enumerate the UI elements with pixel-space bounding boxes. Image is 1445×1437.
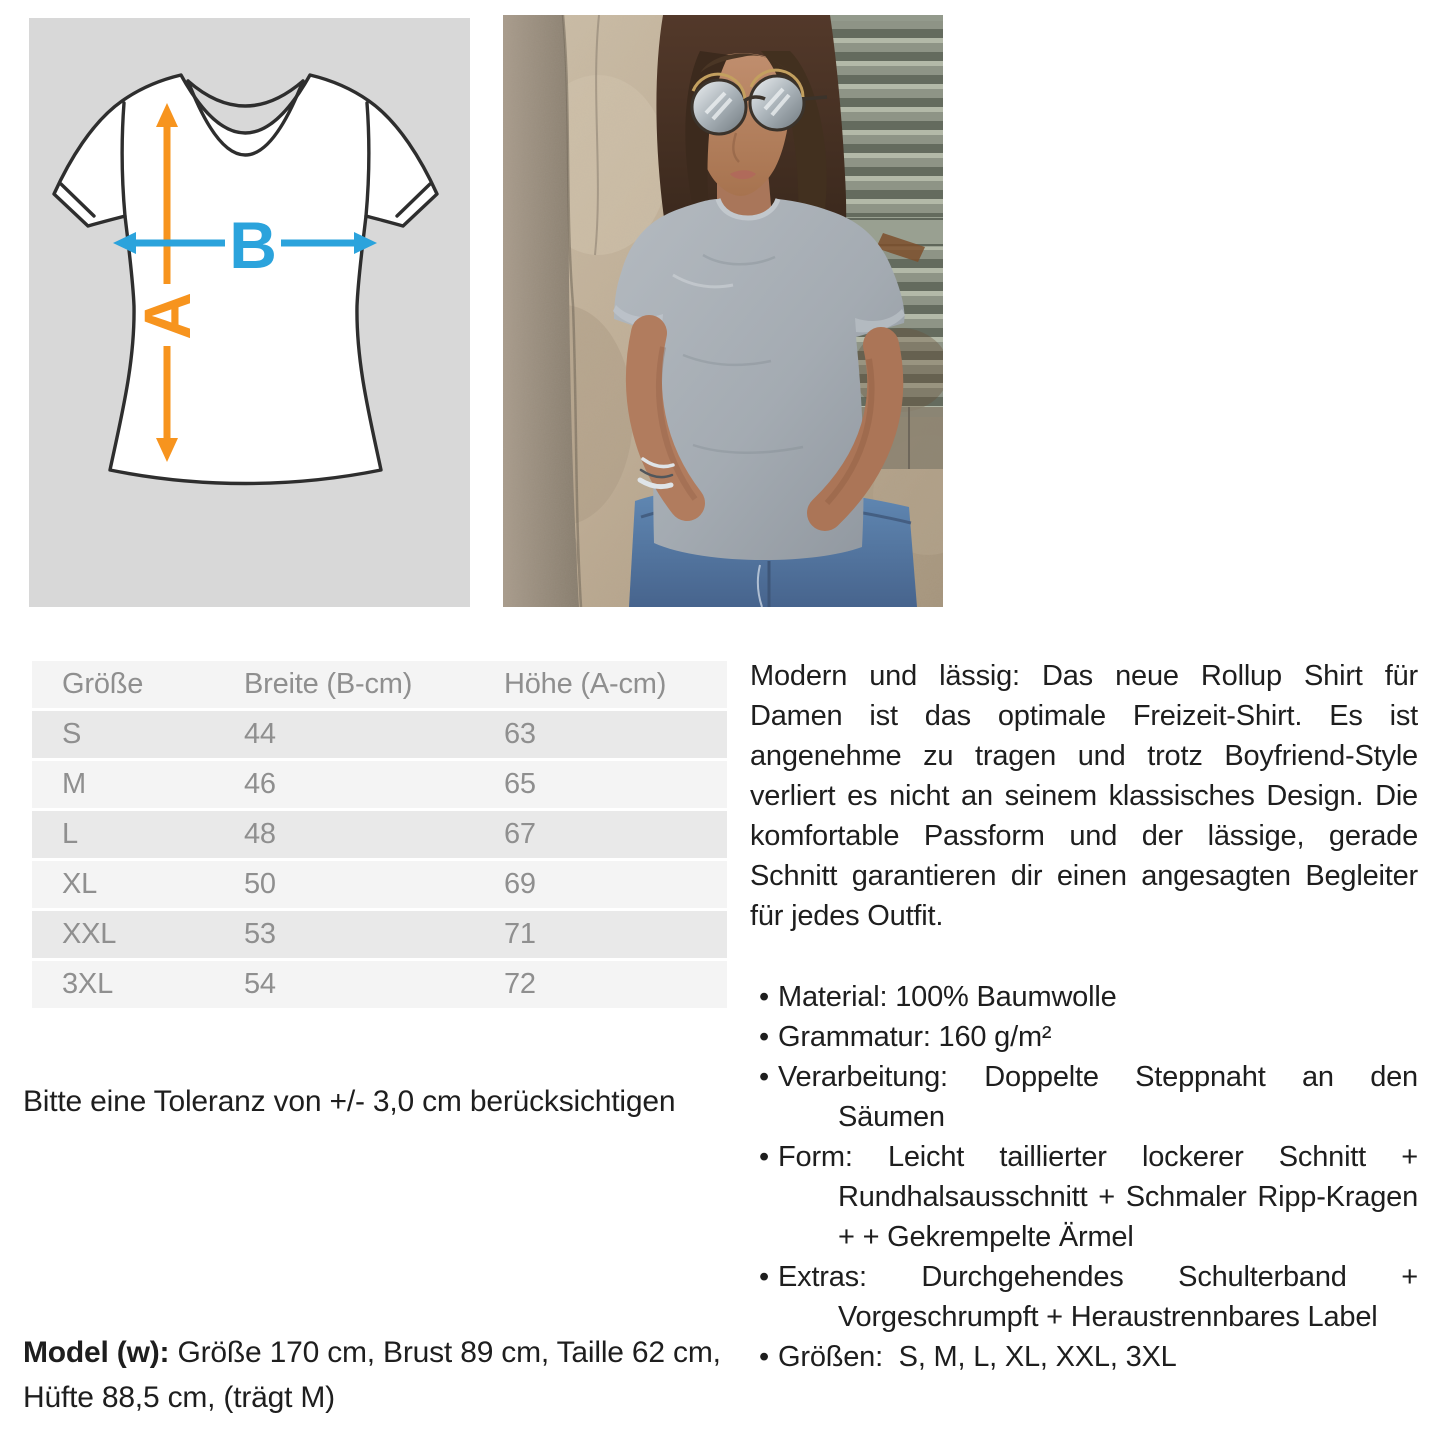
size-table-cell: 50 bbox=[244, 861, 504, 908]
size-table bbox=[32, 658, 727, 1011]
size-table-cell: S bbox=[32, 711, 244, 758]
size-table-cell: 63 bbox=[504, 711, 727, 758]
feature-item: • Grammatur: 160 g/m² bbox=[750, 1017, 1418, 1057]
feature-item: • Größen: S, M, L, XL, XXL, 3XL bbox=[750, 1337, 1418, 1377]
size-table-cell: 3XL bbox=[32, 961, 244, 1008]
size-table-row bbox=[32, 811, 727, 858]
size-table-row bbox=[32, 711, 727, 758]
size-table-cell: XL bbox=[32, 861, 244, 908]
model-photo bbox=[503, 15, 943, 607]
size-table-body bbox=[32, 711, 727, 1008]
size-table-cell: 53 bbox=[244, 911, 504, 958]
feature-item: • Form: Leicht taillierter lockerer Schnitt + Rundhalsausschnitt + Schmaler Ripp-Kragen + + Gekrempelte Ärmel bbox=[750, 1137, 1418, 1257]
size-table-row bbox=[32, 861, 727, 908]
tshirt-measurement-diagram bbox=[29, 18, 470, 607]
model-measurements-note bbox=[23, 1330, 735, 1420]
features-list bbox=[750, 977, 1418, 1377]
size-table-cell: XXL bbox=[32, 911, 244, 958]
measure-label-b: B bbox=[229, 208, 277, 282]
size-table-cell: L bbox=[32, 811, 244, 858]
size-table-cell: 71 bbox=[504, 911, 727, 958]
size-table-column-header: Breite (B-cm) bbox=[244, 661, 504, 708]
feature-item: • Extras: Durchgehendes Schulterband + Vorgeschrumpft + Heraustrennbares Label bbox=[750, 1257, 1418, 1337]
feature-item: • Verarbeitung: Doppelte Steppnaht an den Säumen bbox=[750, 1057, 1418, 1137]
size-table-column-header: Höhe (A-cm) bbox=[504, 661, 727, 708]
measure-label-a: A bbox=[130, 292, 204, 340]
size-table-cell: 44 bbox=[244, 711, 504, 758]
size-table-row bbox=[32, 761, 727, 808]
size-table-header-row bbox=[32, 661, 727, 708]
size-table-cell: 65 bbox=[504, 761, 727, 808]
size-table-row bbox=[32, 961, 727, 1008]
feature-item: • Material: 100% Baumwolle bbox=[750, 977, 1418, 1017]
model-note-text: Größe 170 cm, Brust 89 cm, Taille 62 cm, Hüfte 88,5 cm, (trägt M) bbox=[23, 1336, 721, 1414]
tolerance-note: Bitte eine Toleranz von +/- 3,0 cm berücksichtigen bbox=[23, 1085, 676, 1118]
size-table-row bbox=[32, 911, 727, 958]
size-table-cell: 48 bbox=[244, 811, 504, 858]
size-table-cell: 69 bbox=[504, 861, 727, 908]
size-table-cell: 54 bbox=[244, 961, 504, 1008]
size-table-cell: 67 bbox=[504, 811, 727, 858]
model-photo-illustration bbox=[503, 15, 943, 607]
description-paragraph: Modern und lässig: Das neue Rollup Shirt für Damen ist das optimale Freizeit-Shirt. Es ist angenehme zu tragen und trotz Boyfriend-Style verliert es nicht an seinem klassisches Design. Die komfortable Passform und der lässige, gerade Schnitt garantieren dir einen angesagten Begleiter für jedes Outfit. bbox=[750, 660, 1418, 932]
size-table-column-header: Größe bbox=[32, 661, 244, 708]
size-table-cell: 46 bbox=[244, 761, 504, 808]
product-description bbox=[750, 656, 1418, 1377]
size-diagram-panel bbox=[29, 18, 470, 607]
size-table-cell: 72 bbox=[504, 961, 727, 1008]
size-table-cell: M bbox=[32, 761, 244, 808]
model-note-label: Model (w): bbox=[23, 1336, 170, 1369]
